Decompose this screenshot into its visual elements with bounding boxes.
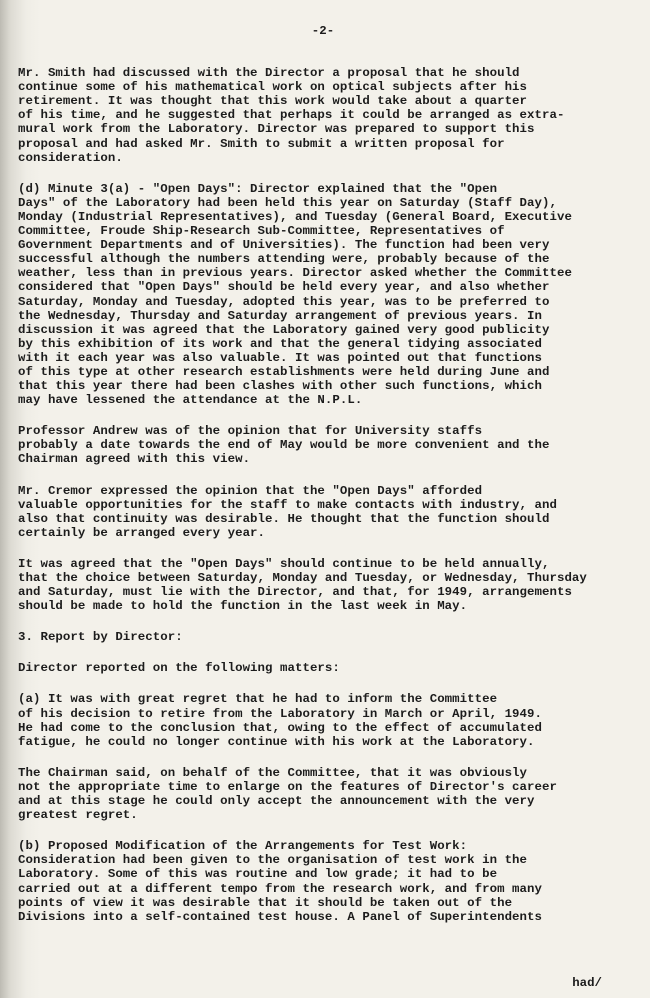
paragraph-open-days: (d) Minute 3(a) - "Open Days": Director explained that the "Open Days" of the Laboratory had been held this year on Saturday (Staff Day), Monday (Industrial Representatives), and Tuesday (General Board, Executive Committee, Froude Ship-Research Sub-Committee, Representatives of Government Departments and of Universities). The function had been very successful although the numbers attending were, probably because of the weather, less than in previous years. Director asked whether the Committee considered that "Open Days" should be held every year, and also whether Saturday, Monday and Tuesday, adopted this year, was to be preferred to the Wednesday, Thursday and Saturday arrangement of previous years. In discussion it was agreed that the Laboratory gained very good publicity by this exhibition of its work and that the general tidying associated with it each year was also valuable. It was pointed out that functions of this type at other research establishments were held during June and that this year there had been clashes with other such functions, which may have lessened the attendance at the N.P.L. <box>18 181 572 408</box>
paragraph-director-reported: Director reported on the following matters: <box>18 661 340 676</box>
paragraph-smith-proposal: Mr. Smith had discussed with the Director a proposal that he should continue some of his mathematical work on optical subjects after his retirement. It was thought that this work would take about a quarter of his time, and he suggested that perhaps it could be arranged as extra- mural work from the Laboratory. Director was prepared to support this proposal and had asked Mr. Smith to submit a written proposal for consideration. <box>18 66 565 165</box>
page-number: -2- <box>311 24 335 38</box>
paragraph-test-work: (b) Proposed Modification of the Arrangements for Test Work: Consideration had been given to the organisation of test work in the Laboratory. Some of this was routine and low grade; it had to be carried out at a different tempo from the research work, and from many points of view it was desirable that it should be taken out of the Divisions into a self-contained test house. A Panel of Superintendents <box>18 839 542 924</box>
paragraph-mr-cremor: Mr. Cremor expressed the opinion that the "Open Days" afforded valuable opportunities for the staff to make contacts with industry, and also that continuity was desirable. He thought that the function should certainly be arranged every year. <box>18 483 557 540</box>
continuation-catchword: had/ <box>572 976 602 990</box>
paragraph-agreement: It was agreed that the "Open Days" should continue to be held annually, that the choice between Saturday, Monday and Tuesday, or Wednesday, Thursday and Saturday, must lie with the Director, and that, for 1949, arrangements should be made to hold the function in the last week in May. <box>18 556 587 614</box>
document-body <box>18 24 618 924</box>
section-heading-report: 3. Report by Director: <box>18 630 183 645</box>
paragraph-retirement: (a) It was with great regret that he had to inform the Committee of his decision to retire from the Laboratory in March or April, 1949. He had come to the conclusion that, owing to the effect of accumulated fatigue, he could no longer continue with his work at the Laboratory. <box>18 692 542 749</box>
paragraph-chairman: The Chairman said, on behalf of the Committee, that it was obviously not the appropriate time to enlarge on the features of Director's career and at this stage he could only accept the announcement with the very greatest regret. <box>18 765 557 823</box>
paragraph-professor-andrew: Professor Andrew was of the opinion that for University staffs probably a date towards the end of May would be more convenient and the Chairman agreed with this view. <box>18 424 550 467</box>
